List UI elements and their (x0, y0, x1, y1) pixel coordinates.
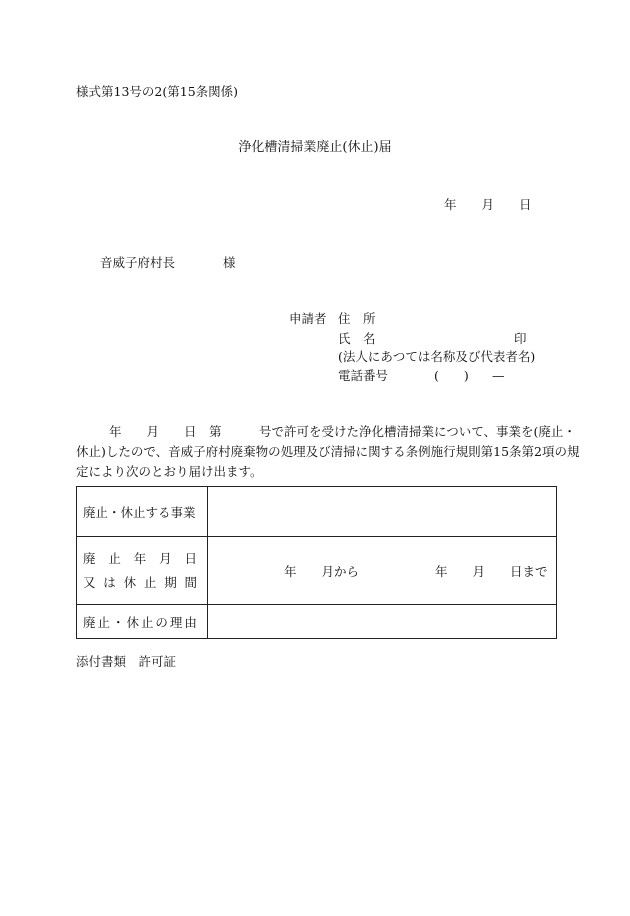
label-char: 止 (143, 574, 157, 590)
label-char: 止 (97, 614, 110, 630)
name-label: 氏 名 (338, 331, 376, 346)
label-char: は (103, 574, 116, 590)
label-char: の (155, 614, 168, 630)
period-from: 年 月から (284, 563, 360, 579)
business-value-cell[interactable] (208, 487, 557, 537)
reason-label (83, 613, 207, 631)
period-to: 年 月 日まで (435, 563, 548, 579)
corporation-note: (法人にあつては名称及び代表者名) (338, 349, 536, 364)
table-row (77, 605, 557, 639)
label-char: 止 (140, 614, 154, 630)
body-paragraph (76, 422, 580, 482)
label-char: 又 (83, 574, 96, 590)
attachments-line: 添付書類 許可証 (76, 654, 177, 669)
table-row (77, 487, 557, 537)
business-label: 廃止・休止する事業 (83, 504, 196, 520)
body-line-1: 年 月 日 第 号で許可を受けた浄化槽清掃業について、事業を(廃止・ (109, 424, 576, 439)
form-number: 様式第13号の2(第15条関係) (76, 84, 239, 99)
seal-mark: 印 (514, 331, 527, 346)
label-char: 理 (169, 614, 183, 630)
addressee-honorific: 様 (223, 255, 236, 270)
label-char: 止 (108, 550, 121, 566)
label-char: 廃 (83, 614, 96, 630)
reason-label-cell (77, 605, 208, 639)
address-label: 住 所 (338, 311, 376, 326)
label-char: 間 (184, 574, 197, 590)
period-label-cell (77, 537, 208, 605)
label-char: 休 (123, 574, 137, 590)
label-char: 年 (133, 550, 147, 566)
label-char: 廃 (83, 550, 96, 566)
body-line-2: 休止)したので、音威子府村廃棄物の処理及び清掃に関する条例施行規則第15条第2項の規 (76, 444, 580, 459)
telephone-label: 電話番号 (338, 368, 389, 383)
label-char: 日 (184, 550, 197, 566)
period-values (208, 562, 556, 580)
label-char: 月 (159, 550, 172, 566)
label-char: ・ (111, 614, 125, 630)
document-title: 浄化槽清掃業廃止(休止)届 (238, 140, 392, 155)
period-label-line-1 (83, 547, 207, 571)
label-char: 由 (184, 614, 197, 630)
table-row (77, 537, 557, 605)
telephone-dash: — (492, 368, 505, 383)
date-line: 年 月 日 (444, 197, 532, 212)
addressee-name: 音威子府村長 (100, 255, 176, 270)
period-label-line-2 (83, 571, 207, 595)
period-value-cell[interactable] (208, 537, 557, 605)
label-char: 期 (164, 574, 177, 590)
addressee (100, 255, 236, 271)
applicant-label: 申請者 (289, 311, 327, 326)
label-char: 休 (126, 614, 139, 630)
notification-table (76, 486, 557, 639)
business-label-cell (77, 487, 208, 537)
body-line-3: 定により次のとおり届け出ます。 (76, 464, 263, 479)
reason-value-cell[interactable] (208, 605, 557, 639)
telephone-area-code-parens: ( ) (434, 368, 469, 383)
